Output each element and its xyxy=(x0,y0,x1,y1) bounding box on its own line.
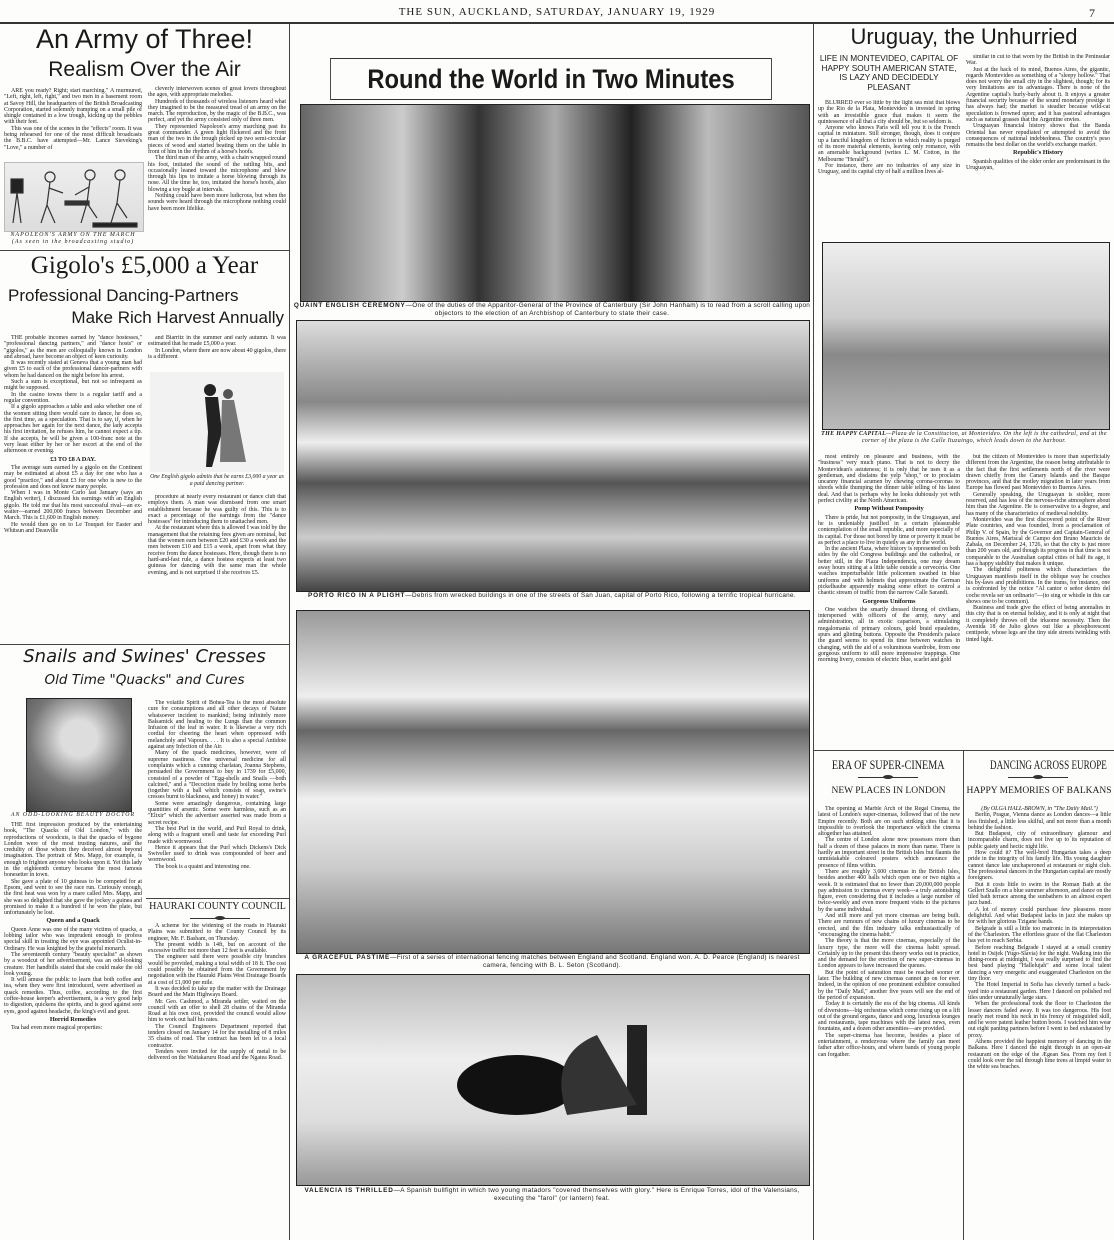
text-paragraph: Gorgeous Uniforms xyxy=(862,597,916,605)
ornament xyxy=(858,774,918,781)
napoleon-army-illustration xyxy=(4,162,144,232)
text-paragraph: Generally speaking, the Uruguayan is stolder, more reserved, and has less of the nervous-riche atmosphere about him than the Argentine. He is conservative to a degree, and has many of the characteristics of medieval nobility. xyxy=(966,491,1110,517)
army-headline: An Army of Three! xyxy=(35,24,254,54)
text-paragraph: The super-cinema has become, besides a place of entertainment, a rendezvous where the family can meet father after office-hours, and where bands of young people can forgather. xyxy=(818,1032,960,1058)
text-paragraph: There are roughly 3,600 cinemas in the British Isles, besides another 400 halls which open one or two nights a week. It is estimated that no fewer than 20,000,000 people pay admission to cinemas every week—a truly astonishing figure, even considering that it includes a large number of twice-weekly and even more frequent visits to the pictures by the same individual. xyxy=(818,868,960,913)
text-paragraph: The third man of the army, with a chain wrapped round his foot, imitated the sound of the rattling bits, and occasionally leaned toward the microphone and blew through his lips to imitate a horse blowing through its nose. All the time he, too, imitated the horse's hoofs, also blowing a toy bugle at intervals. xyxy=(148,155,286,193)
text-paragraph: (By OLGA HALL-BROWN, in "The Daily Mail.") xyxy=(981,806,1098,812)
column-rule xyxy=(963,750,964,1240)
gigolo-headline: Gigolo's £5,000 a Year xyxy=(30,252,259,279)
text-paragraph: How could it? The well-bred Hungarian takes a deep pride in the integrity of his family life. His young daughter cannot dance late unchaperoned at restaurant or night club. The professional dancers in the Hungarian capital are mostly foreigners. xyxy=(968,850,1111,882)
hauraki-headline: HAURAKI COUNTY COUNCIL xyxy=(149,901,286,912)
portrait-caption: AN ODD-LOOKING BEAUTY DOCTOR xyxy=(10,812,136,818)
text-paragraph: The book is a quaint and interesting one. xyxy=(155,863,251,870)
text-paragraph: Just at the back of its mind, Buenos Aires, the gigantic, regards Montevideo as something of a "sleepy hollow." That does not worry the small city in the slightest, though; for its very limitations are its advantages. There is none of the Argentine capital's hurly-burly about it. It enjoys a greater financial security because of the sound monetary prestige it has always had; the market is steadier because wild-cat speculation is frowned upon; and it has pastoral advantages such as natural grasses that the Argentine envies. xyxy=(966,66,1110,123)
caption-fencing xyxy=(292,954,812,969)
text-paragraph: VALENCIA IS THRILLED xyxy=(304,1187,394,1194)
text-paragraph: The theory is that the more cinemas, especially of the luxury type, the more will the cinema habit spread. Certainly up to the present this theory works out in practice, and the demand for the erection of new super-cinemas in London appears to have increased the queues. xyxy=(818,938,960,970)
text-paragraph: Horrid Remedies xyxy=(49,1015,97,1023)
text-paragraph: In the ancient Plaza, where history is represented on both sides by the old Congress buildings and the cathedral, or better still, in the Plaza Independencia, one may dream away hours sitting at a little table outside a cervecería. One watches imperturbable little policemen swathed in blue uniforms and with helmets that approximate the German pickelhaube apparently making some effort to control a chaotic stream of traffic from the narrow Calle Sarandi. xyxy=(818,546,960,597)
text-paragraph: Uruguayan financial history shows that the Banda Oriental has never repudiated or attempted to avoid the consequences of national indebtedness. The country's peso remains the best dollar on the world's exchange market. xyxy=(966,123,1110,149)
gigolo-illustration-caption: One English gigolo admits that he earns £3,000 a year as a paid dancing partner. xyxy=(150,474,284,487)
text-paragraph: Spanish qualities of the older order are predominant in the Uruguayan, xyxy=(966,158,1110,172)
photo-fencing xyxy=(296,610,810,954)
text-paragraph: Tea had even more magical properties: xyxy=(11,1025,103,1032)
text-paragraph: For instance, there are no industries of any size in Uruguay, and its capital city of half a million lives al- xyxy=(818,162,960,176)
text-paragraph: The volatile Spirit of Bohea-Tea is the most absolute cure for consumptions and all other decays of Nature whatsoever incident to mankind; being infinitely more Balsamick and healing to the Lungs than the common Infusion of the leaf in water. It is likewise a very rich cordial for cheering the heart when oppressed with melancholy and Vapours. . . . It is also a special Antidote against any Infection of the Air. xyxy=(148,700,286,751)
divider xyxy=(0,250,289,251)
text-paragraph: QUAINT ENGLISH CEREMONY xyxy=(293,302,406,309)
text-paragraph: The Hotel Imperial in Sofia has cleverly turned a back-yard into a restaurant garden. Here I danced on polished red tiles under unnaturally large stars. xyxy=(968,982,1111,1001)
text-paragraph: The delightful politeness which characterises the Uruguayan manifests itself in the oblique way he couches his by-laws and prohibitions. In the trams, for instance, one is confronted by the notice "Al cantor o señor dentro del coche revela ser un ordinario"—(to sing or whistle in this car shows one to be common). xyxy=(966,567,1110,605)
text-paragraph: Many of the quack medicines, however, were of supreme nastiness. One universal medicine for all complaints which a cunning charlatan, Joanna Stephens, persuaded the Government to buy in 1739 for £5,000, consisted of a powder of "Egg-shells and Snails —both calcined," and a "Decoction made by boiling some herbs (together with a ball which consists of soap, swine's cresses burnt to blackness, and honey) in water." xyxy=(148,750,286,801)
text-paragraph: most entirely on pleasure and business, with the "business" very much piano. That is not to decry the Montevidean's astuteness; it is only that he uses it as a gentleman, and disdains the yelp "shop," or to proclaim uncanny financial acumen by chewing corona-coronas to shreds while thumping the dinner table telling of his latest deal. And that is perhaps why he looks dubiously yet with perfect civility at the North American. xyxy=(818,454,960,505)
uruguay-subhead: LIFE IN MONTEVIDEO, CAPITAL OF HAPPY SOUTH AMERICAN STATE, IS LAZY AND DECIDEDLY PLEASANT xyxy=(819,53,959,92)
text-paragraph: In the casino towns there is a regular tariff and a regular convention. xyxy=(4,391,142,404)
text-paragraph: But the point of saturation must be reached sooner or later. The building of new cinemas cannot go on for ever. Indeed, in the opinion of one prominent exhibitor consulted by the "Daily Mail," another five years will see the end of the period of expansion. xyxy=(818,969,960,1001)
text-paragraph: Montevideo was the first discovered point of the River Plate countries, and was founded, from a proclamation of Philip V. of Spain, by the Governor and Captain-General of Buenos Aires, Mariscal de Campo don Bruno Mauricio de Zabala, on December 24, 1726, so that the city is just more than 200 years old, and though its progress in that time is not comparable to the Australian capital cities of half its age, it has a happy stability that makes it unique. xyxy=(966,516,1110,568)
army-column-2 xyxy=(148,86,286,248)
napoleon-caption xyxy=(4,232,142,246)
photo-porto-rico xyxy=(296,320,810,592)
text-paragraph: He would then go on to Le Touquet for Easter and Whitsun and Deauville xyxy=(4,521,142,534)
text-paragraph: When the professional took the floor to Charleston the lesser dancers faded away. It was too dangerous. His foot nearly met round his neck in his frenzy of misguided skill, and he wore patent leather button boots. I watched him wear out eight panting partners before I went to bed exhausted by proxy. xyxy=(968,1001,1111,1039)
text-paragraph: Some were amazingly dangerous, containing large quantities of arsenic. Some were harmless, such as an "Elixir" which the advertiser asserted was made from a secret recipe. xyxy=(148,800,286,826)
column-rule xyxy=(289,24,290,1240)
cinema-headline-container xyxy=(814,756,962,774)
text-paragraph: The present width is 14ft, but on account of the excessive traffic not more than 12 feet is available. xyxy=(148,941,286,955)
text-paragraph: THE HAPPY CAPITAL xyxy=(821,431,887,437)
text-paragraph: It was decided to take up the matter with the Drainage Board and the Main Highways Board. xyxy=(148,985,286,999)
text-paragraph: Hundreds of thousands of wireless listeners heard what they imagined to be the measured tread of an army on the march. The reproduction, by the magic of the B.B.C., was perfect, and yet the army consisted only of three men. xyxy=(148,98,286,124)
text-paragraph: If a gigolo approaches a table and asks whether one of the women sitting there would care to dance, he does so, the first time, as a speculation. That is to say, if, when he approaches her again for the next dance, the lady accepts his first invitation, he refuses him, he cannot expect a tip. If she accepts, he will be given a 100-franc note at the very least either by her or her escort at the end of the afternoon or evening. xyxy=(4,404,142,455)
snails-subhead: Old Time "Quacks" and Cures xyxy=(44,672,245,688)
text-paragraph: PORTO RICO IN A PLIGHT xyxy=(308,592,406,599)
photo-bullfight xyxy=(296,974,810,1186)
text-paragraph: Anyone who knows Paris will tell you it is the French capital in miniature. Still stronger, though, does it conjure up a fanciful kingdom of fiction in which reality is purged of its more material elements, leaving only romance, with an amenable background (writes L. M. Cotton, in the Melbourne "Herald"). xyxy=(818,125,960,163)
text-paragraph: cleverly interwoven scenes of great lovers throughout the ages, with appropriate melodies. xyxy=(148,86,286,99)
text-paragraph: The seventeenth century "beauty specialist" as shown by a woodcut of her advertisement, was an odd-looking creature. Her handbills stated that she could make the old look young. xyxy=(4,951,142,977)
text-paragraph: ARE you ready? Right; start marching." A murmured, "Left, right, left, right," and two men in a basement room at Savoy Hill, the headquarters of the British Broadcasting Corporation, started solemnly tramping on a small pile of shingle contained in a low trough, kicking up the pebbles with their feet. xyxy=(4,88,142,126)
text-paragraph: She gave a plate of 10 guineas to be competed for at Epsom, and went to see the race run. Curiously enough, the first heat was won by a mare called Mrs. Mapp, and she was so delighted that she gave the jockey a guinea and promised to make it a hundred if he won the plate, but unfortunately he lost. xyxy=(4,878,142,917)
text-paragraph: —Debris from wrecked buildings in one of the streets of San Juan, capital of Porto Rico, following a terrific tropical hurricane. xyxy=(405,592,796,599)
text-paragraph: The centre of London alone now possesses more than half a dozen of these palaces in more than name. There is hardly an important street in the British Isles but flaunts the unmistakable coloured posters which announce the presence of films within. xyxy=(818,837,960,869)
text-paragraph: When I was in Monte Carlo last January (says an English writer), I discussed his earnings with an English gigolo. He told me that his most successful rival—an ex-waiter—earned 200,000 francs between December and March. This is £1,600 in English money. xyxy=(4,490,142,522)
page-number: 7 xyxy=(1089,6,1096,20)
text-paragraph: procedure at nearly every restaurant or dance club that employs them. A man was dismissed from one smart establishment because he was guilty of this. This is to exact a percentage of the earnings from the "dance hostesses" for introducing them to unattached men. xyxy=(148,494,286,526)
text-paragraph: (As seen in the broadcasting studio) xyxy=(11,239,135,245)
cinema-headline: ERA OF SUPER-CINEMA xyxy=(831,757,945,772)
text-paragraph: THE probable incomes earned by "dance hostesses," "professional dancing partners," and "dance hosts" or "gigolos," as the men are colloquially known in London and abroad, have become an object of keen curiosity. xyxy=(4,335,142,360)
dancers-drawing xyxy=(150,372,284,472)
cinema-subhead: NEW PLACES IN LONDON xyxy=(831,786,946,796)
divider xyxy=(146,898,289,899)
dancing-subhead: HAPPY MEMORIES OF BALKANS xyxy=(966,786,1112,796)
text-paragraph: Queen and a Quack xyxy=(46,917,100,925)
uruguay-column-3 xyxy=(818,454,960,746)
uruguay-column-4 xyxy=(966,454,1110,746)
text-paragraph: Mr. Geo. Cashmod, a Miranda settler, waited on the council with an offer to shell 28 chains of the Miranda Road at his own cost, provided the council would allow him to work out half his rates. xyxy=(148,998,286,1024)
dancing-headline: DANCING ACROSS EUROPE xyxy=(990,757,1107,772)
text-paragraph: Business and trade give the effect of being anomalies in this city that is on eternal holiday, and it is only at night that it completely throws off the irksome necessity. Then the Avenida 18 de Julio glows out like a phosphorescent centipede, whose legs are the tiny side streets twinkling with tinted light. xyxy=(966,605,1110,643)
text-paragraph: Belgrade is still a little too matronic in its interpretation of the Charleston. The effortless grace of the flat Charleston has yet to reach Serbia. xyxy=(968,925,1111,945)
text-paragraph: —Plaza de la Constitucion, at Montevideo. On the left is the cathedral, and at the corner of the plaza is the Calle Ituzaingo, which leads down to the harbour. xyxy=(861,431,1107,444)
ornament xyxy=(190,915,250,922)
hauraki-body xyxy=(148,923,286,1240)
text-paragraph: One watches the smartly dressed throng of civilians, interspersed with officers of the army, navy and administration, all in exotic caparison, a stimulating megalomania of primary colours, gold braid epaulettes, spurs and glinting buttons. Opposite the President's palace the guard seems to spend its time between watches in changing, with the aid of a voluminous wardrobe, from one gorgeous uniform to still more impressive trappings. One morning livery, consists of electric blue, scarlet and gold xyxy=(818,606,960,664)
caption-quaint-ceremony xyxy=(292,302,812,317)
text-paragraph: £3 TO £8 A DAY. xyxy=(50,455,96,463)
text-paragraph: At the restaurant where this is allowed I was told by the management that the retaining fees given are nominal, but that the women earn between £20 and £30 a week and the men between £10 and £15 a week, apart from what they receive from the dance hostesses. Here, though there is no hard-and-fast rule, a dance hostess expects at least two guineas for dancing with the same man the whole evening, and is not surprised if she receives £5. xyxy=(148,525,286,576)
ornament xyxy=(1008,774,1068,781)
text-paragraph: but the citizen of Montevideo is more than superficially different from the Argentine, the reason being attributable to the fact that the first settlements north of the river were drawn chiefly from the Canary Islands and the Basque provinces, and that the motley migration in later years from Europe has flowed past Montevideo to Buenos Aires. xyxy=(966,454,1110,492)
beauty-doctor-portrait xyxy=(26,698,132,812)
text-paragraph: It will amuse the public to learn that both coffee and tea, when they were first introduced, were advertised as quack remedies. Thus, coffee, according to the first coffee-house keeper's advertisement, is a very good help to digestion, quickens the spirits, and is good against sore eyes, good against headache, the king's evil and gout. xyxy=(4,977,142,1015)
snails-column-2 xyxy=(148,700,286,896)
text-paragraph: Before reaching Belgrade I stayed at a small country hotel in Osijek (Yugo-Slavia) for the night. Walking into the dining-room at midnight, I was really surprised to find the best band playing "Hallelujah" and some local talent dancing a very energetic and exaggerated Charleston on the tiny floor. xyxy=(968,944,1111,983)
gigolo-subhead-1: Professional Dancing-Partners xyxy=(8,286,239,305)
caption-bullfight xyxy=(292,1187,812,1202)
dancing-headline-container xyxy=(965,756,1113,774)
page-title: Round the World in Two Minutes xyxy=(330,58,772,100)
text-paragraph: Republic's History xyxy=(1012,149,1064,157)
text-paragraph: similar in cut to that worn by the British in the Peninsular War. xyxy=(966,54,1110,67)
text-paragraph: Such a sum is exceptional, but not so infrequent as might be supposed. xyxy=(4,379,142,392)
caption-happy-capital xyxy=(818,431,1110,445)
photo-quaint-ceremony xyxy=(300,104,810,302)
text-paragraph: Queen Anne was one of the many victims of quacks, a lobbing tailor who was imprudent enough to profess special skill in treating the eye was appointed Oculist-in-Ordinary. He was knighted by the grateful monarch. xyxy=(4,926,142,952)
text-paragraph: —First of a series of international fencing matches between England and Scotland. England won. A. D. Pearce (England) is nearest camera, fencing with B. L. Seton (Scotland). xyxy=(390,954,800,969)
text-paragraph: A scheme for the widening of the roads in Hauraki Plains was submitted to the County Council by its engineer, Mr. F. Basham, on Thursday. xyxy=(148,923,286,942)
text-paragraph: This was one of the scenes in the "effects" room. It was being rehearsed for one of the most difficult broadcasts the B.B.C. have attempted—Mr. Lance Sieveking's "Love," a number of xyxy=(4,125,142,151)
snails-column-1 xyxy=(4,822,142,1240)
uruguay-headline: Uruguay, the Unhurried xyxy=(850,24,1078,49)
army-subhead: Realism Over the Air xyxy=(48,58,241,81)
text-paragraph: But Budapest, city of extraordinary glamour and incomparable charm, does not live up to its reputation of public gaiety and hectic night life. xyxy=(968,831,1111,850)
caption-porto-rico xyxy=(292,592,812,600)
text-paragraph: A lot of money could purchase few pleasures more delightful. And what Budapest lacks in jazz she makes up for with her glorious Tzigane bands. xyxy=(968,906,1111,926)
text-paragraph: —A Spanish bullfight in which two young matadors "covered themselves with glory." Here is Enrique Torres, idol of the Valensians, executing the "farol" (or lantern) feat. xyxy=(393,1187,800,1202)
text-paragraph: Pomp Without Pomposity xyxy=(854,505,924,513)
text-paragraph: —One of the duties of the Apparitor-General of the Province of Canterbury (Sir John Hanham) is to read from a scroll calling upon objectors to the election of an Archbishop of Canterbury to state their case. xyxy=(405,302,811,317)
text-paragraph: There is pride, but not pomposity, in the Uruguayan, and he is undeniably justified in a certain pleasurable contemplation of the small republic, and more especially of its capital. For those not bored by time or poverty it must be as perfect a place to live in quietly as any in the world. xyxy=(818,514,960,546)
column-rule xyxy=(813,24,814,1240)
divider xyxy=(0,644,289,645)
photo-montevideo-plaza xyxy=(822,242,1110,430)
dancing-couple-illustration xyxy=(150,372,284,472)
text-paragraph: Hence it appears that the Purl which Dickens's Dick Swiveller used to drink was compounded of beer and wormwood. xyxy=(148,844,286,864)
gigolo-column-2 xyxy=(148,335,286,369)
gigolo-column-2b xyxy=(148,494,286,642)
text-paragraph: The best Purl in the world, and Purl Royal to drink, along with a fragrant smell and taste far exceeding Purl made with wormwood. xyxy=(148,825,286,845)
cinema-body xyxy=(818,806,960,1240)
text-paragraph: The opening at Marble Arch of the Regal Cinema, the latest of London's super-cinemas, followed that of the new Empire recently. Both are on such striking sites that it is impossible to overlook the importance which the cinema altogether has attained. xyxy=(818,806,960,838)
masthead xyxy=(0,6,1114,24)
text-paragraph: NAPOLEON'S ARMY ON THE MARCH xyxy=(10,232,136,238)
text-paragraph: The average sum earned by a gigolo on the Continent may be estimated at about £5 a day for one who has a good "practice," and about £3 for one who is new to the profession and does not know many people. xyxy=(4,464,142,490)
text-paragraph: Nothing could have been more ludicrous, but when the sounds were heard through the microphone nothing could have been more lifelike. xyxy=(148,193,286,212)
text-paragraph: And still more and yet more cinemas are being built. There are rumours of new chains of luxury cinemas to be erected, and the film industry talks enthusiastically of "encouraging the cinema habit." xyxy=(818,913,960,938)
text-paragraph: Tenders were invited for the supply of metal to be delivered on the Waitakaruru Road and the Ngatea Road. xyxy=(148,1048,286,1062)
uruguay-column-2 xyxy=(966,54,1110,238)
uruguay-column-1 xyxy=(818,100,960,238)
masthead-title: THE SUN, AUCKLAND, SATURDAY, JANUARY 19, 1929 xyxy=(398,6,716,18)
gigolo-column-1 xyxy=(4,335,142,640)
army-column-1 xyxy=(4,88,142,160)
text-paragraph: The Council Engineers Department reported that tenders closed on January 14 for the metalling of 8 miles 35 chains of road. The contract has been let to a local contractor. xyxy=(148,1023,286,1049)
bull-and-matador xyxy=(297,975,809,1185)
text-paragraph: Berlin, Prague, Vienna dance as London dances—a little less finished, a little less skilful, and not more than a month behind the fashion. xyxy=(968,812,1111,831)
text-paragraph: It was recently stated at Geneva that a young man had given £5 to each of the professional dancer-partners with whom he had danced on the night before his arrest. xyxy=(4,360,142,379)
text-paragraph: and Biarritz in the summer and early autumn. It was estimated that he made £5,000 a year. xyxy=(148,335,286,348)
dancing-body xyxy=(968,806,1111,1240)
text-paragraph: But it costs little to swim in the Roman Bath at the Gellert Szallo on a blue summer afternoon, and dance on the tiled bath terrace among the sunbathers to an almost expert jazz band. xyxy=(968,881,1111,907)
text-paragraph: THE first impression produced by the entertaining book, "The Quacks of Old London," with the reproductions of woodcuts, is that the quacks of bygone London were of the most trusting natures, and the credulity of those whom they deceived almost beyond imagination. The portrait of Mrs. Mapp, for example, is enough to frighten anyone who looks upon it. Yet this lady in the eighteenth century became the most famous bonesetter in town. xyxy=(4,822,142,879)
text-paragraph: Athens provided the happiest memory of dancing in the Balkans. Here I danced the night through in an open-air restaurant on the edge of the Ægean Sea. From my feet I could look over the rail through lime trees at limpid water to the white sea beaches. xyxy=(968,1038,1111,1071)
text-paragraph: In London, where there are now about 40 gigolos, there is a different xyxy=(148,347,286,360)
text-paragraph: A GRACEFUL PASTIME xyxy=(304,954,391,961)
marching-men-drawing xyxy=(5,163,143,231)
text-paragraph: Today it is certainly the era of the big cinema. All kinds of diversions—big orchestras which come rising up on a lift out of the ground organs, dance and song, luxurious lounges and restaurants, tape machines with the latest news, even fountains, and a dozen other amenities—are provided. xyxy=(818,1001,960,1033)
text-paragraph: The engineer said there were possible city branches would be provided, making a total width of 18 ft. The cost could possibly be obtained from the Government by negotiation with the Hauraki Plains West Drainage Boards at a cost of £1,000 per mile. xyxy=(148,954,286,986)
gigolo-subhead-2: Make Rich Harvest Annually xyxy=(71,308,284,327)
snails-headline: Snails and Swines' Cresses xyxy=(23,646,266,667)
text-paragraph: They represented Napoleon's army marching past its great commander. A green light flickered and the front man of the two in the trough picked up two semi-circular pieces of wood and started beating them on the table in front of him in the rhythm of a horse's hoofs. xyxy=(148,123,286,155)
text-paragraph: BLURRED ever so little by the light sea mist that blows up the Rio de la Plata, Montevideo is invested in spring with an irresistible grace that makes it seem the quintessence of all that a city should be, but so seldom is. xyxy=(818,100,960,125)
divider xyxy=(814,750,1114,751)
